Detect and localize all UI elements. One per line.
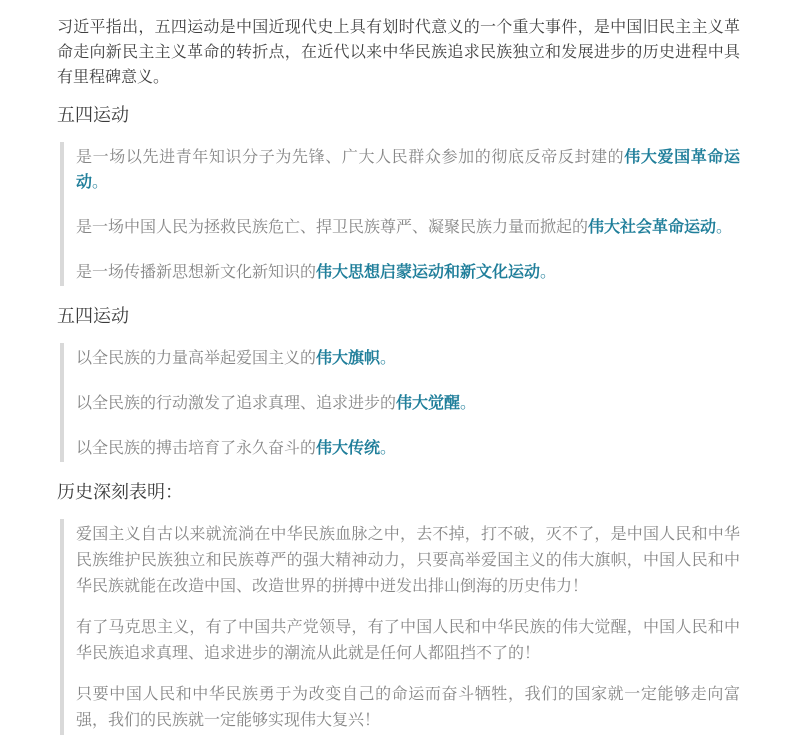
blockquote-history-conclusion — [60, 519, 740, 735]
blockquote-wusi-definitions — [60, 142, 740, 286]
quote-item-text: 以全民族的搏击培育了永久奋斗的 — [76, 438, 317, 457]
quote-item — [76, 214, 740, 239]
quote-item — [76, 259, 740, 284]
quote-item-highlight: 伟大旗帜 — [316, 348, 381, 367]
intro-paragraph: 习近平指出，五四运动是中国近现代史上具有划时代意义的一个重大事件，是中国旧民主主义革命走向新民主主义革命的转折点，在近代以来中华民族追求民族独立和发展进步的历史进程中具有里程碑意义。 — [57, 17, 740, 86]
quote-item — [76, 390, 740, 415]
quote-item-text: 是一场以先进青年知识分子为先锋、广大人民群众参加的彻底反帝反封建的 — [76, 147, 625, 166]
quote-item-punct: 。 — [380, 348, 397, 367]
quote-item-highlight: 伟大思想启蒙运动和新文化运动 — [316, 262, 541, 281]
quote-item-punct: 。 — [540, 262, 557, 281]
quote-item — [76, 144, 740, 194]
conclusion-paragraph: 只要中国人民和中华民族勇于为改变自己的命运而奋斗牺牲，我们的国家就一定能够走向富强，我们的民族就一定能够实现伟大复兴！ — [76, 684, 740, 729]
quote-item-highlight: 伟大觉醒 — [396, 393, 461, 412]
section-heading-wusi-1: 五四运动 — [57, 105, 129, 126]
blockquote-wusi-achievements — [60, 343, 740, 462]
quote-item-text: 是一场中国人民为拯救民族危亡、捍卫民族尊严、凝聚民族力量而掀起的 — [76, 217, 589, 236]
quote-item-text: 以全民族的行动激发了追求真理、追求进步的 — [76, 393, 397, 412]
quote-item-text: 是一场传播新思想新文化新知识的 — [76, 262, 317, 281]
conclusion-paragraph: 爱国主义自古以来就流淌在中华民族血脉之中，去不掉，打不破，灭不了，是中国人民和中华民族维护民族独立和民族尊严的强大精神动力，只要高举爱国主义的伟大旗帜，中国人民和中华民族就能在改造中国、改造世界的拼搏中迸发出排山倒海的历史伟力！ — [76, 524, 740, 595]
quote-item-punct: 。 — [716, 217, 733, 236]
quote-item-text: 以全民族的力量高举起爱国主义的 — [76, 348, 317, 367]
quote-item-punct: 。 — [460, 393, 477, 412]
quote-item-punct: 。 — [92, 172, 109, 191]
conclusion-paragraph: 有了马克思主义，有了中国共产党领导，有了中国人民和中华民族的伟大觉醒，中国人民和中华民族追求真理、追求进步的潮流从此就是任何人都阻挡不了的！ — [76, 617, 740, 662]
quote-item — [76, 435, 740, 460]
section-heading-history: 历史深刻表明： — [57, 482, 183, 503]
quote-item-highlight: 伟大社会革命运动 — [588, 217, 717, 236]
quote-item-highlight: 伟大爱国革命运动 — [76, 147, 740, 191]
quote-item-highlight: 伟大传统 — [316, 438, 381, 457]
quote-item-punct: 。 — [380, 438, 397, 457]
section-heading-wusi-2: 五四运动 — [57, 306, 129, 327]
quote-item — [76, 345, 740, 370]
